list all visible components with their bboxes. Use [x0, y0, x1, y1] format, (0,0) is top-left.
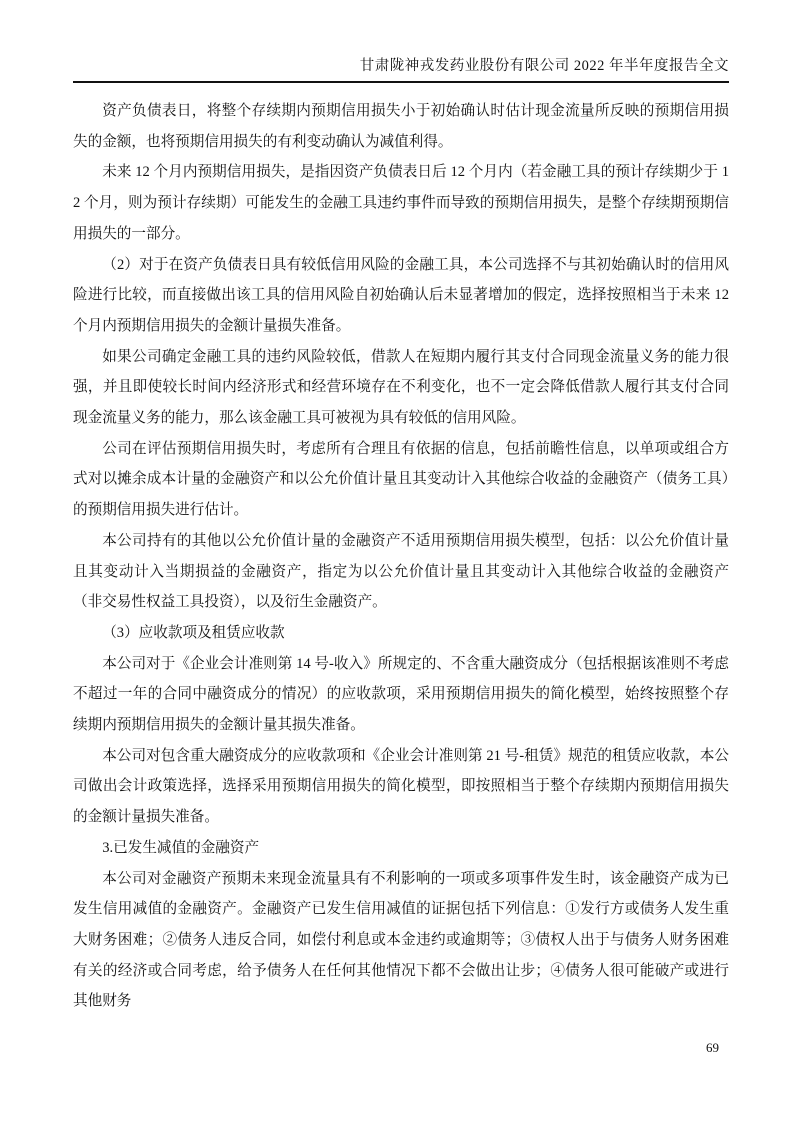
paragraph: 公司在评估预期信用损失时，考虑所有合理且有依据的信息，包括前瞻性信息，以单项或组合方式对以摊余成本计量的金融资产和以公允价值计量且其变动计入其他综合收益的金融资产（债务工具）的预期信用损失进行估计。 — [73, 440, 729, 519]
paragraph: 资产负债表日，将整个存续期内预期信用损失小于初始确认时估计现金流量所反映的预期信用损失的金额，也将预期信用损失的有利变动确认为减值利得。 — [73, 103, 729, 150]
paragraph: 如果公司确定金融工具的违约风险较低，借款人在短期内履行其支付合同现金流量义务的能力很强，并且即使较长时间内经济形式和经营环境存在不利变化，也不一定会降低借款人履行其支付合同现金流量义务的能力，那么该金融工具可被视为具有较低的信用风险。 — [73, 348, 729, 427]
paragraph: 本公司对金融资产预期未来现金流量具有不利影响的一项或多项事件发生时，该金融资产成为已发生信用减值的金融资产。金融资产已发生信用减值的证据包括下列信息：①发行方或债务人发生重大财务困难；②债务人违反合同，如偿付利息或本金违约或逾期等；③债权人出于与债务人财务困难有关的经济或合同考虑，给予债务人在任何其他情况下都不会做出让步；④债务人很可能破产或进行其他财务 — [73, 870, 729, 1010]
page-header — [73, 54, 729, 83]
page-number: 69 — [706, 1040, 719, 1055]
paragraph: （3）应收款项及租赁应收款 — [102, 624, 285, 641]
header-title: 甘肃陇神戎发药业股份有限公司 2022 年半年度报告全文 — [359, 58, 729, 74]
paragraph: 本公司对包含重大融资成分的应收款项和《企业会计准则第 21 号-租赁》规范的租赁应收款，本公司做出会计政策选择，选择采用预期信用损失的简化模型，即按照相当于整个存续期内预期信用损失的金额计量损失准备。 — [73, 747, 729, 826]
document-body — [73, 96, 729, 1017]
paragraph: 3.已发生减值的金融资产 — [102, 839, 260, 856]
paragraph: （2）对于在资产负债表日具有较低信用风险的金融工具，本公司选择不与其初始确认时的信用风险进行比较，而直接做出该工具的信用风险自初始确认后未显著增加的假定，选择按照相当于未来 12 个月内预期信用损失的金额计量损失准备。 — [73, 256, 729, 334]
paragraph: 本公司持有的其他以公允价值计量的金融资产不适用预期信用损失模型，包括：以公允价值计量且其变动计入当期损益的金融资产，指定为以公允价值计量且其变动计入其他综合收益的金融资产（非交易性权益工具投资），以及衍生金融资产。 — [73, 532, 729, 611]
page-footer — [706, 1040, 719, 1056]
paragraph: 未来 12 个月内预期信用损失，是指因资产负债表日后 12 个月内（若金融工具的预计存续期少于 12 个月，则为预计存续期）可能发生的金融工具违约事件而导致的预期信用损失，是整个存续期预期信用损失的一部分。 — [73, 164, 729, 242]
paragraph: 本公司对于《企业会计准则第 14 号-收入》所规定的、不含重大融资成分（包括根据该准则不考虑不超过一年的合同中融资成分的情况）的应收款项，采用预期信用损失的简化模型，始终按照整个存续期内预期信用损失的金额计量其损失准备。 — [73, 655, 729, 734]
